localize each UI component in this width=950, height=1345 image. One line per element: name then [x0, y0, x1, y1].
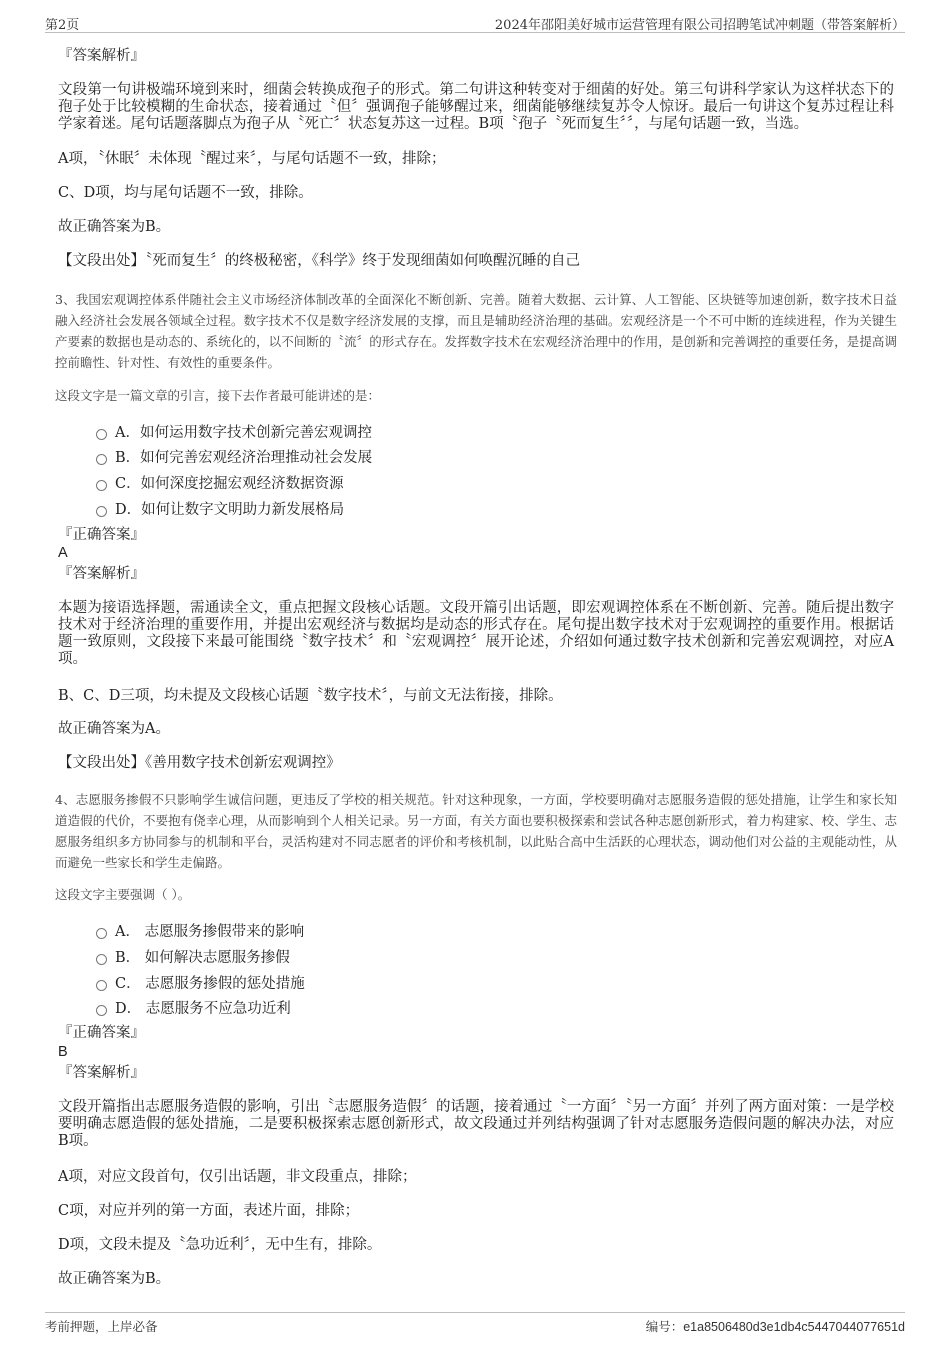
answer-analysis-label: 『答案解析』: [58, 1065, 145, 1081]
correct-answer-value: B: [58, 1044, 68, 1060]
page-footer: [45, 1312, 905, 1337]
document-id-code: e1a8506480d3e1db4c5447044077651d: [683, 1320, 905, 1334]
analysis-paragraph: B、C、D三项，均未提及文段核心话题〝数字技术〞，与前文无法衔接，排除。: [58, 688, 563, 704]
radio-icon[interactable]: [96, 1005, 107, 1016]
question-4-option-c[interactable]: C． 志愿服务掺假的惩处措施: [96, 972, 305, 993]
page-header: [45, 10, 905, 33]
question-3-option-b[interactable]: B．如何完善宏观经济治理推动社会发展: [96, 446, 372, 467]
radio-icon[interactable]: [96, 506, 107, 517]
analysis-conclusion: 故正确答案为A。: [58, 721, 170, 737]
question-3-option-c[interactable]: C．如何深度挖掘宏观经济数据资源: [96, 472, 344, 493]
page-number: 第2页: [45, 18, 80, 33]
question-4-text: 4、志愿服务掺假不只影响学生诚信问题，更违反了学校的相关规范。针对这种现象，一方面，学校要明确对志愿服务造假的惩处措施，让学生和家长知道造假的代价，不要抱有侥幸心理，从而影响到个人相关记录。另一方面，有关方面也要积极探索和尝试各种志愿创新形式，着力构建家、校、学生、志愿服务组织多方协同参与的机制和平台，灵活构建对不同志愿者的评价和考核机制，以此贴合高中生活跃的心理状态，调动他们对公益的主观能动性，从而避免一些家长和学生走偏路。: [55, 792, 897, 870]
radio-icon[interactable]: [96, 480, 107, 491]
question-4-option-a[interactable]: A． 志愿服务掺假带来的影响: [96, 920, 304, 941]
correct-answer-value: A: [58, 545, 68, 561]
analysis-paragraph: A项，对应文段首句，仅引出话题，非文段重点，排除；: [58, 1169, 417, 1185]
question-3-text: 3、我国宏观调控体系伴随社会主义市场经济体制改革的全面深化不断创新、完善。随着大数据、云计算、人工智能、区块链等加速创新，数字技术日益融入经济社会发展各领域全过程。数字技术不仅是数字经济发展的支撑，而且是辅助经济治理的基础。宏观经济是一个不可中断的连续进程，作为关键生产要素的数据也是动态的、系统化的，以不间断的〝流〞的形式存在。发挥数字技术在宏观经济治理中的作用，是创新和完善调控的重要任务，是提高调控前瞻性、针对性、有效性的重要条件。: [55, 292, 897, 370]
question-3-prompt: 这段文字是一篇文章的引言，接下去作者最可能讲述的是：: [55, 388, 381, 403]
document-id-label: 编号：: [645, 1319, 684, 1334]
radio-icon[interactable]: [96, 928, 107, 939]
analysis-paragraph: 文段第一句讲极端环境到来时，细菌会转换成孢子的形式。第二句讲这种转变对于细菌的好处。第三句讲科学家认为这样状态下的孢子处于比较模糊的生命状态，接着通过〝但〞强调孢子能够醒过来，细菌能够继续复苏令人惊讶。最后一句讲这个复苏过程让科学家着迷。尾句话题落脚点为孢子从〝死亡〞状态复苏这一过程。B项〝孢子〝死而复生〞〞，与尾句话题一致，当选。: [58, 82, 894, 132]
analysis-paragraph: C、D项，均与尾句话题不一致，排除。: [58, 185, 313, 201]
analysis-conclusion: 故正确答案为B。: [58, 1271, 171, 1287]
correct-answer-label: 『正确答案』: [58, 527, 145, 543]
analysis-paragraph: 文段开篇指出志愿服务造假的影响，引出〝志愿服务造假〞的话题，接着通过〝一方面〞〝另一方面〞并列了两方面对策：一是学校要明确志愿造假的惩处措施，二是要积极探索志愿创新形式，故文段通过并列结构强调了针对志愿服务造假问题的解决办法，对应B项。: [58, 1099, 894, 1149]
radio-icon[interactable]: [96, 429, 107, 440]
passage-source: 【文段出处】《善用数字技术创新宏观调控》: [58, 755, 341, 771]
analysis-paragraph: 本题为接语选择题，需通读全文，重点把握文段核心话题。文段开篇引出话题，即宏观调控体系在不断创新、完善。随后提出数字技术对于经济治理的重要作用，并提出宏观经济与数据均是动态的形式存在。尾句提出数字技术对于宏观调控的重要作用。根据话题一致原则，文段接下来最可能围绕〝数字技术〞和〝宏观调控〞展开论述，介绍如何通过数字技术创新和完善宏观调控，对应A项。: [58, 600, 894, 667]
analysis-paragraph: D项，文段未提及〝急功近利〞，无中生有，排除。: [58, 1237, 382, 1253]
question-4-option-d[interactable]: D． 志愿服务不应急功近利: [96, 997, 291, 1018]
radio-icon[interactable]: [96, 954, 107, 965]
answer-analysis-label: 『答案解析』: [58, 48, 145, 64]
radio-icon[interactable]: [96, 980, 107, 991]
analysis-paragraph: C项，对应并列的第一方面，表述片面，排除；: [58, 1203, 360, 1219]
analysis-paragraph: A项，〝休眠〞未体现〝醒过来〞，与尾句话题不一致，排除；: [58, 151, 446, 167]
question-4-prompt: 这段文字主要强调（ ）。: [55, 887, 191, 902]
passage-source: 【文段出处】〝死而复生〞的终极秘密，《科学》终于发现细菌如何唤醒沉睡的自己: [58, 253, 580, 269]
radio-icon[interactable]: [96, 454, 107, 465]
analysis-conclusion: 故正确答案为B。: [58, 219, 171, 235]
document-id: [646, 1317, 905, 1335]
answer-analysis-label: 『答案解析』: [58, 566, 145, 582]
question-3-option-a[interactable]: A．如何运用数字技术创新完善宏观调控: [96, 421, 372, 442]
footer-slogan: 考前押题，上岸必备: [45, 1319, 158, 1334]
correct-answer-label: 『正确答案』: [58, 1025, 145, 1041]
question-3-option-d[interactable]: D．如何让数字文明助力新发展格局: [96, 498, 344, 519]
question-4-option-b[interactable]: B． 如何解决志愿服务掺假: [96, 946, 290, 967]
document-title: 2024年邵阳美好城市运营管理有限公司招聘笔试冲刺题（带答案解析）: [494, 18, 905, 33]
